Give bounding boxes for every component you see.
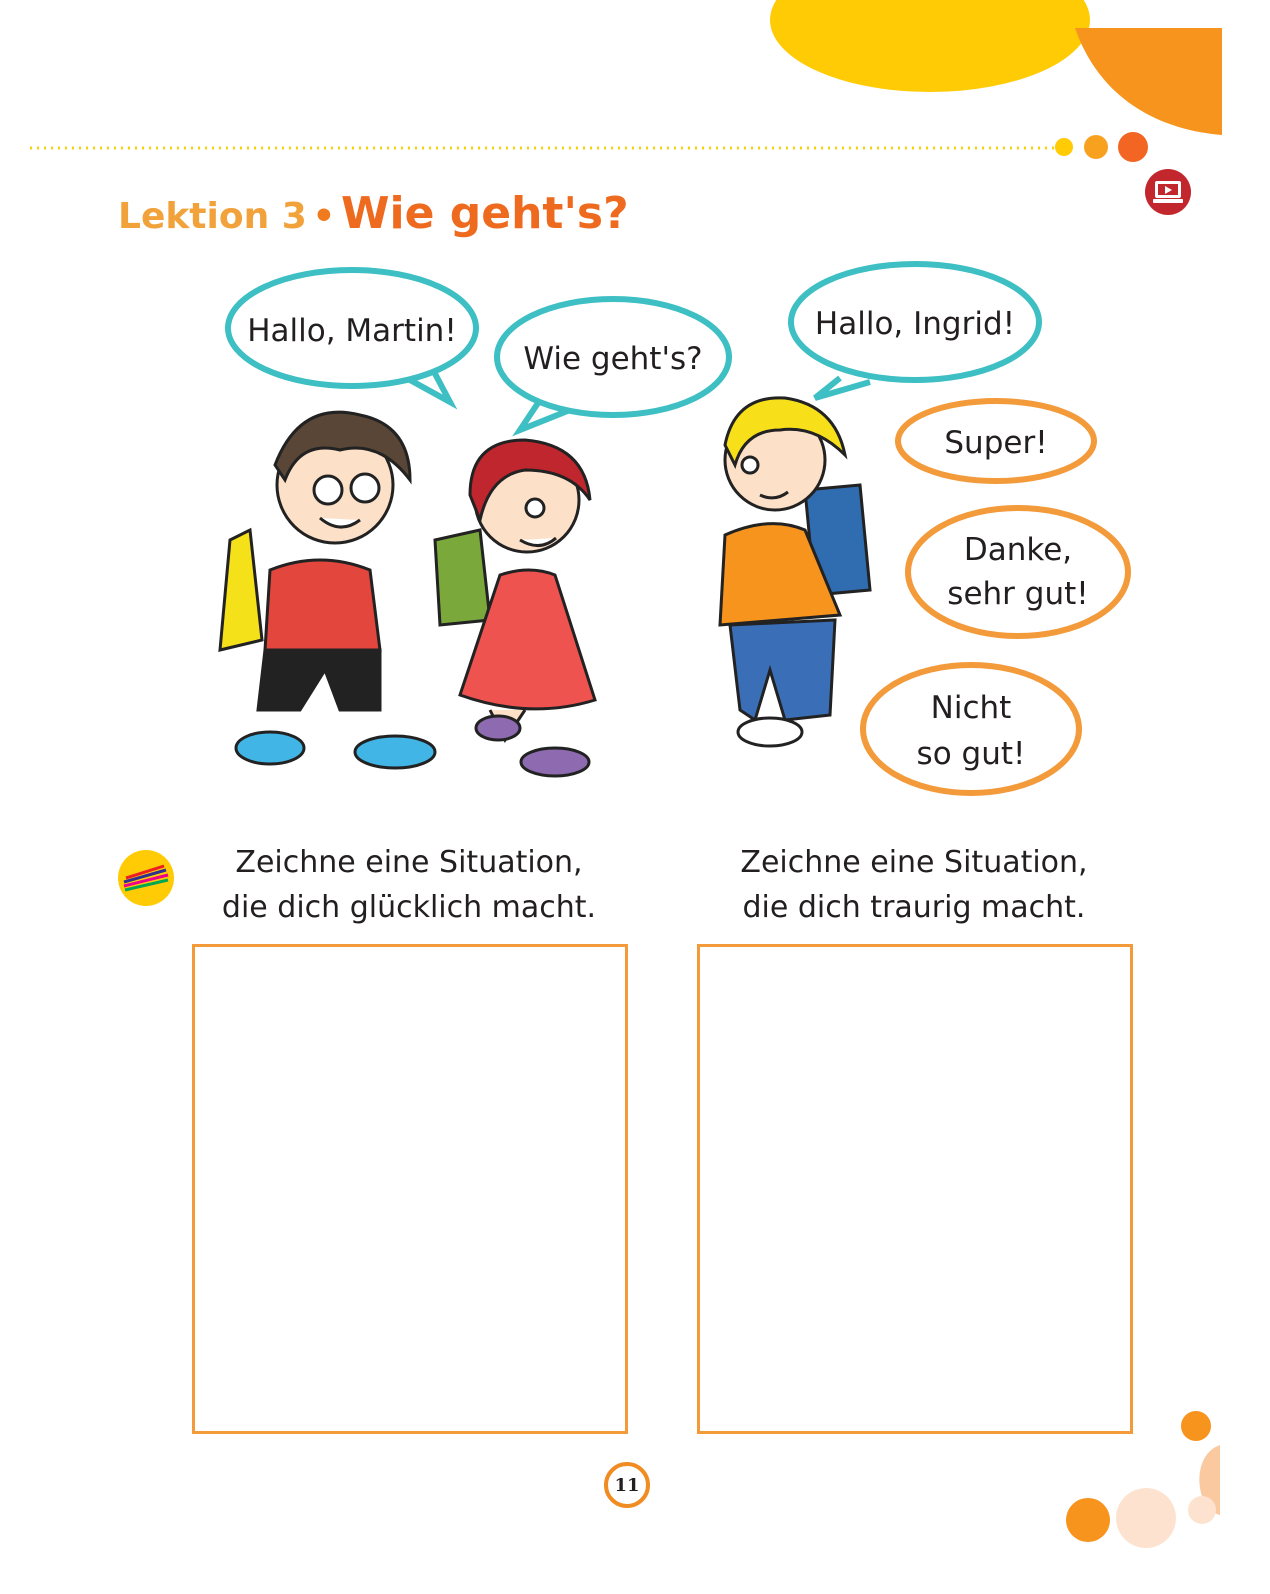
task-left-instruction (192, 840, 626, 930)
answer-bubble-2 (908, 508, 1128, 636)
girl-ingrid (435, 440, 595, 776)
title-separator: • (312, 196, 336, 237)
answer-3-line2: so gut! (916, 736, 1026, 772)
top-decoration (0, 0, 1270, 200)
task-right-line1: Zeichne eine Situation, (740, 845, 1088, 880)
task-left-line2: die dich glücklich macht. (221, 890, 597, 925)
pencils-icon (116, 848, 176, 908)
bottom-decoration (1050, 1400, 1230, 1550)
task-right-instruction (697, 840, 1131, 930)
screen-icon[interactable] (1144, 168, 1192, 216)
lesson-heading: Wie geht's? (340, 188, 629, 239)
lesson-label: Lektion 3 (118, 196, 307, 237)
bubble-3-text: Hallo, Ingrid! (814, 306, 1016, 342)
bubble-2-text: Wie geht's? (523, 341, 703, 377)
answer-1-text: Super! (944, 425, 1048, 461)
answer-3-line1: Nicht (930, 690, 1012, 726)
drawing-box-happy[interactable] (192, 944, 628, 1434)
task-left-line1: Zeichne eine Situation, (235, 845, 583, 880)
answer-2-line1: Danke, (963, 532, 1073, 568)
lesson-title (118, 188, 629, 239)
boy-martin (220, 412, 435, 768)
task-right-line2: die dich traurig macht. (742, 890, 1086, 925)
boy-blond (720, 398, 870, 746)
page-number: 11 (604, 1462, 650, 1508)
drawing-box-sad[interactable] (697, 944, 1133, 1434)
answer-2-line2: sehr gut! (947, 576, 1089, 612)
bubble-1-text: Hallo, Martin! (247, 313, 457, 349)
